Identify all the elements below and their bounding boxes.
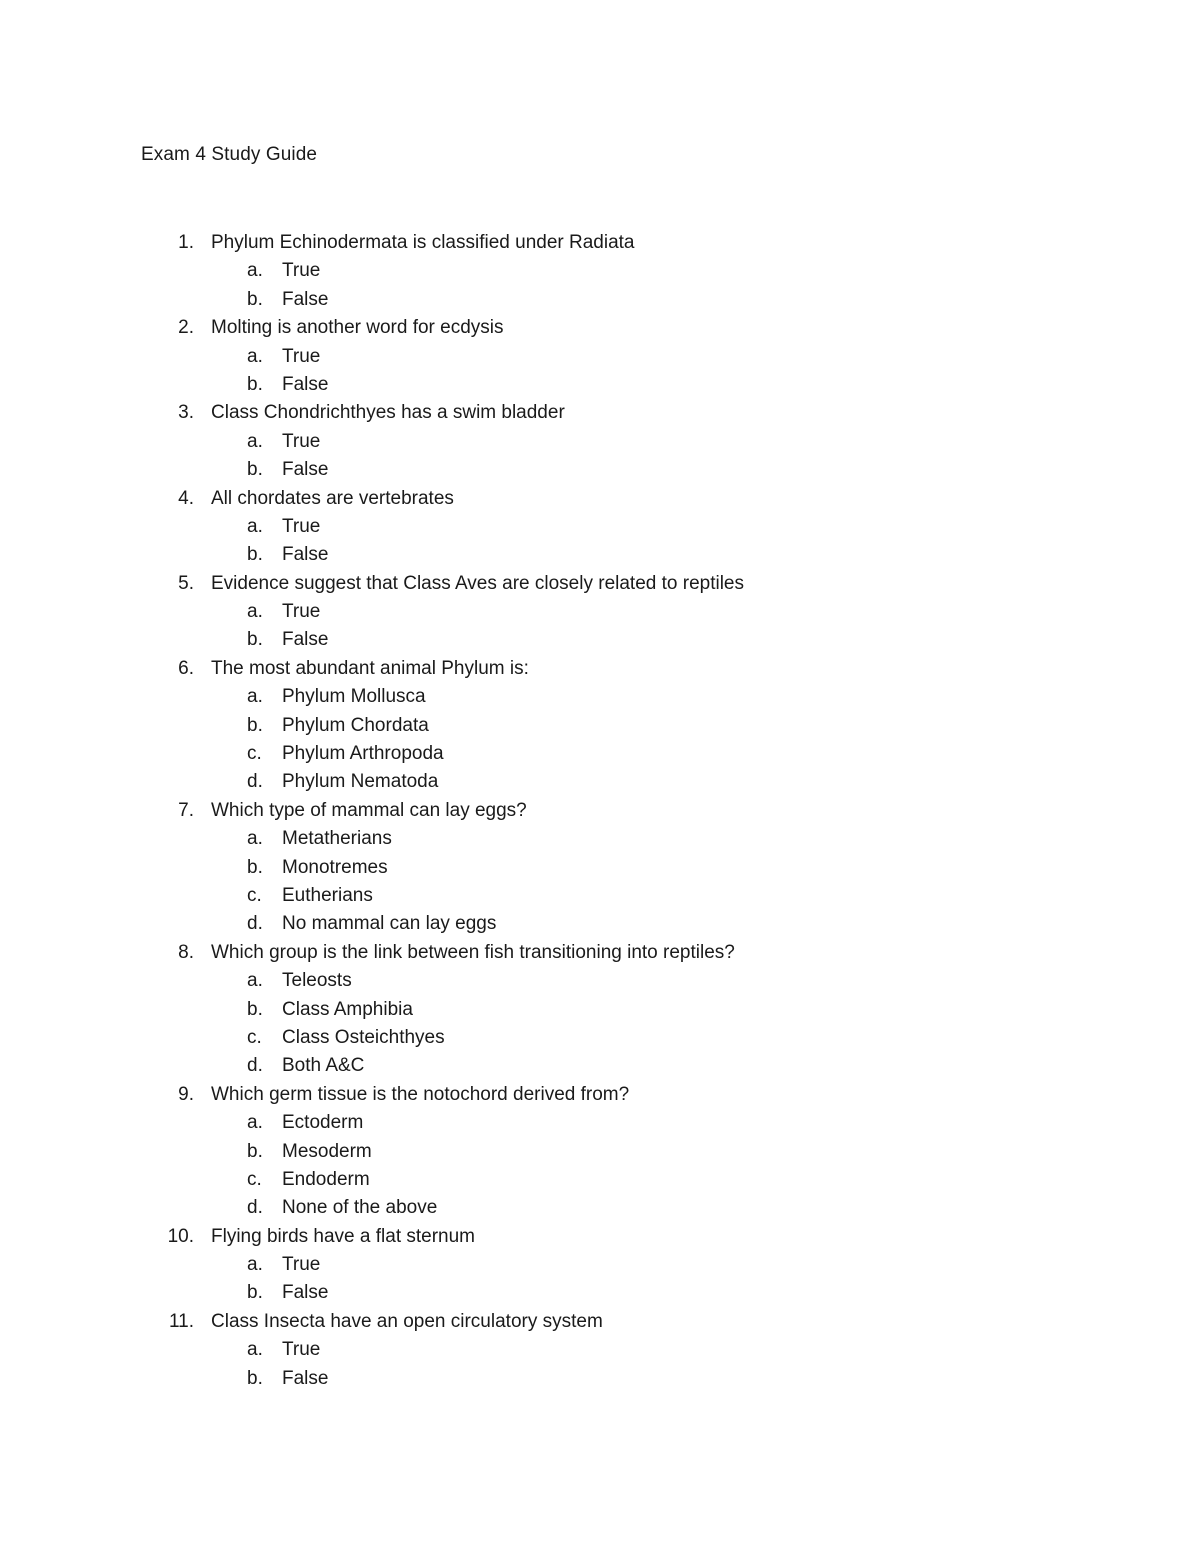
option-letter: a. [247,1339,263,1361]
option-text: Phylum Arthropoda [282,743,444,765]
question-item [0,939,1200,1081]
option-letter: d. [247,771,263,793]
option-letter: b. [247,1140,263,1162]
question-text: Flying birds have a flat sternum [211,1225,476,1247]
answer-option [0,854,1200,882]
question-number: 2. [178,317,194,339]
option-text: Class Amphibia [282,998,413,1020]
option-text: Eutherians [282,884,373,906]
option-letter: b. [247,1282,263,1304]
question-number: 11. [168,1310,194,1332]
question-text: Which germ tissue is the notochord derived from? [211,1083,630,1105]
option-letter: b. [247,544,263,566]
answer-option [0,1336,1200,1364]
question-item [0,1223,1200,1308]
option-text: Monotremes [282,856,388,878]
question-number: 8. [178,941,194,963]
question-text: Which type of mammal can lay eggs? [211,799,527,821]
question-number: 5. [178,572,194,594]
option-letter: b. [247,714,263,736]
option-text: Ectoderm [282,1112,364,1134]
option-text: None of the above [282,1197,438,1219]
answer-option [0,371,1200,399]
option-letter: a. [247,430,263,452]
option-text: False [282,459,329,481]
option-letter: b. [247,629,263,651]
question-text: All chordates are vertebrates [211,487,454,509]
question-number: 4. [178,487,194,509]
option-letter: b. [247,856,263,878]
option-letter: b. [247,373,263,395]
question-row [0,1081,1200,1109]
answer-option [0,1194,1200,1222]
option-letter: a. [247,1112,263,1134]
option-letter: a. [247,260,263,282]
answer-option [0,768,1200,796]
question-item [0,1308,1200,1393]
answer-option [0,967,1200,995]
answer-option [0,343,1200,371]
question-number: 1. [178,232,194,253]
option-text: True [282,260,321,282]
question-text: Evidence suggest that Class Aves are closely related to reptiles [211,572,744,594]
question-row [0,939,1200,967]
answer-option [0,286,1200,314]
answer-options [0,598,1200,655]
option-letter: b. [247,1367,263,1389]
option-text: False [282,1367,329,1389]
option-text: Both A&C [282,1055,365,1077]
question-row [0,1308,1200,1336]
question-number: 3. [178,402,194,424]
question-item [0,1081,1200,1223]
answer-option [0,882,1200,910]
question-item [0,797,1200,939]
question-text: Class Insecta have an open circulatory system [211,1310,603,1332]
option-letter: a. [247,686,263,708]
answer-option [0,996,1200,1024]
answer-option [0,910,1200,938]
answer-options [0,513,1200,570]
question-item [0,485,1200,570]
option-letter: c. [247,1026,262,1048]
option-text: True [282,1254,321,1276]
option-text: No mammal can lay eggs [282,913,497,935]
answer-option [0,1138,1200,1166]
question-number: 9. [178,1083,194,1105]
question-number: 10. [167,1225,194,1247]
option-text: True [282,345,321,367]
document-title: Exam 4 Study Guide [141,144,318,165]
answer-option [0,626,1200,654]
option-letter: b. [247,459,263,481]
question-row [0,485,1200,513]
answer-option [0,1166,1200,1194]
option-letter: b. [247,998,263,1020]
answer-option [0,541,1200,569]
option-letter: a. [247,345,263,367]
answer-options [0,967,1200,1081]
question-text: The most abundant animal Phylum is: [211,657,529,679]
option-letter: d. [247,1055,263,1077]
question-row [0,314,1200,342]
question-row [0,229,1200,257]
question-number: 7. [178,799,194,821]
option-text: Endoderm [282,1168,370,1190]
answer-option [0,257,1200,285]
option-letter: c. [247,1168,262,1190]
answer-option [0,1052,1200,1080]
answer-option [0,456,1200,484]
answer-options [0,825,1200,939]
answer-options [0,257,1200,314]
question-text: Molting is another word for ecdysis [211,317,504,339]
question-row [0,655,1200,683]
option-letter: a. [247,515,263,537]
answer-option [0,1251,1200,1279]
answer-option [0,1365,1200,1393]
option-letter: a. [247,601,263,623]
question-row [0,797,1200,825]
question-item [0,399,1200,484]
option-text: True [282,1339,321,1361]
answer-option [0,1024,1200,1052]
option-text: True [282,601,321,623]
answer-option [0,1279,1200,1307]
option-letter: a. [247,1254,263,1276]
option-text: Teleosts [282,970,352,992]
answer-option [0,513,1200,541]
answer-options [0,683,1200,797]
option-text: False [282,373,329,395]
question-text: Phylum Echinodermata is classified under Radiata [211,232,635,253]
option-text: Phylum Mollusca [282,686,426,708]
option-letter: d. [247,1197,263,1219]
answer-options [0,1336,1200,1393]
option-text: False [282,629,329,651]
answer-options [0,1109,1200,1223]
option-letter: c. [247,743,262,765]
option-text: False [282,544,329,566]
answer-option [0,1109,1200,1137]
answer-option [0,740,1200,768]
question-list [0,229,1200,1393]
question-number: 6. [178,657,194,679]
option-letter: d. [247,913,263,935]
answer-options [0,428,1200,485]
option-text: Mesoderm [282,1140,372,1162]
answer-option [0,598,1200,626]
question-row [0,399,1200,427]
option-text: False [282,1282,329,1304]
question-item [0,655,1200,797]
option-text: Phylum Chordata [282,714,429,736]
option-text: Phylum Nematoda [282,771,439,793]
option-text: True [282,430,321,452]
option-letter: b. [247,288,263,310]
question-item [0,314,1200,399]
option-letter: a. [247,828,263,850]
option-letter: a. [247,970,263,992]
answer-option [0,683,1200,711]
option-text: Class Osteichthyes [282,1026,445,1048]
answer-options [0,1251,1200,1308]
question-text: Which group is the link between fish transitioning into reptiles? [211,941,735,963]
answer-option [0,825,1200,853]
question-row [0,1223,1200,1251]
option-text: False [282,288,329,310]
question-item [0,229,1200,314]
question-row [0,570,1200,598]
option-text: True [282,515,321,537]
answer-option [0,428,1200,456]
question-item [0,570,1200,655]
answer-option [0,712,1200,740]
answer-options [0,343,1200,400]
option-letter: c. [247,884,262,906]
option-text: Metatherians [282,828,392,850]
question-text: Class Chondrichthyes has a swim bladder [211,402,565,424]
